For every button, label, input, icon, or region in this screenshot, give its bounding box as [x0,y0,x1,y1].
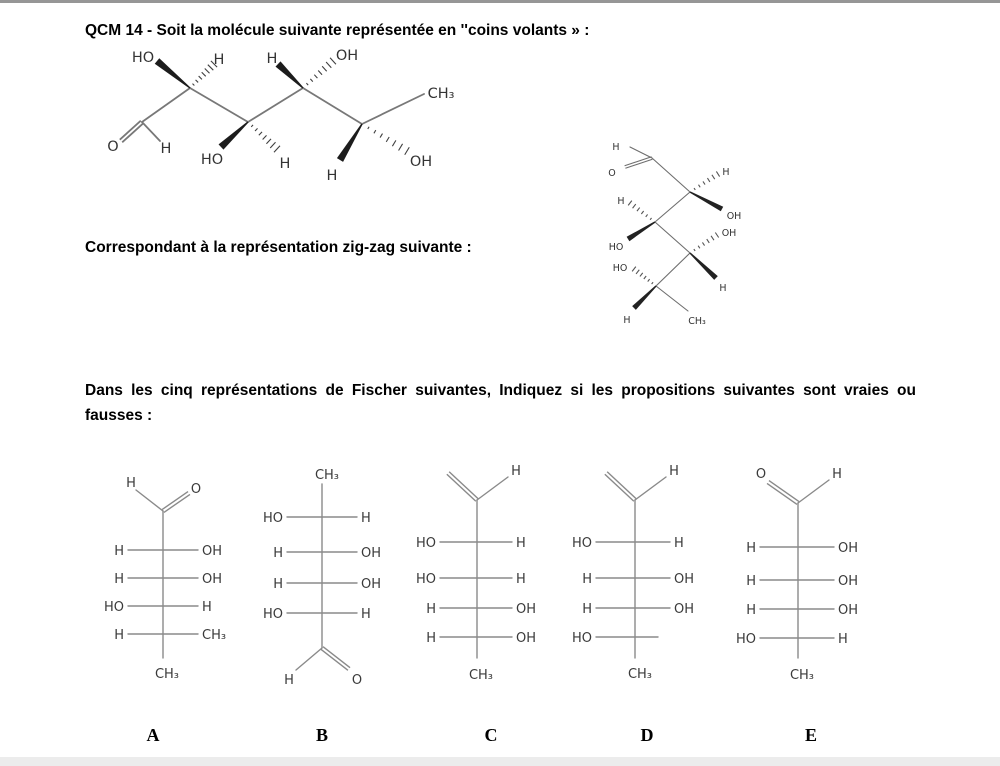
svg-text:OH: OH [726,211,742,222]
svg-text:OH: OH [335,48,359,64]
fischer-question [85,378,916,428]
svg-text:H: H [612,142,620,153]
svg-text:OH: OH [409,154,433,170]
question-title: QCM 14 - Soit la molécule suivante représentée en ''coins volants » : [85,22,590,39]
svg-text:HO: HO [608,242,624,253]
svg-text:H: H [838,632,848,647]
svg-text:H: H [623,315,631,326]
svg-text:H: H [516,536,526,551]
fischer-letter-c: C [484,725,498,745]
svg-text:OH: OH [838,574,859,589]
svg-text:O: O [755,467,767,482]
fischer-question-line2: fausses : [85,407,153,424]
svg-text:H: H [722,167,730,178]
svg-text:CH₃: CH₃ [789,668,815,683]
svg-text:H: H [114,544,124,559]
svg-text:H: H [160,141,172,157]
svg-text:H: H [273,577,283,592]
svg-text:HO: HO [415,572,436,587]
fischer-c [416,464,536,683]
svg-text:O: O [190,482,202,497]
svg-text:H: H [426,602,436,617]
fischer-d [572,464,694,682]
svg-text:H: H [202,600,212,615]
svg-text:H: H [326,168,338,184]
svg-text:HO: HO [571,631,592,646]
svg-text:H: H [719,283,727,294]
svg-text:H: H [669,464,679,479]
svg-text:CH₃: CH₃ [427,86,455,102]
svg-text:H: H [426,631,436,646]
svg-text:CH₃: CH₃ [688,316,706,327]
svg-text:OH: OH [361,577,382,592]
flying-wedge-structure [107,48,454,184]
svg-text:H: H [279,156,291,172]
svg-text:OH: OH [516,602,537,617]
svg-text:HO: HO [262,511,283,526]
svg-text:H: H [361,607,371,622]
svg-text:CH₃: CH₃ [627,667,653,682]
zigzag-structure [608,142,741,327]
svg-text:H: H [582,602,592,617]
svg-text:H: H [746,603,756,618]
svg-text:H: H [284,673,294,688]
svg-text:HO: HO [262,607,283,622]
svg-text:H: H [126,476,136,491]
svg-text:CH₃: CH₃ [154,667,180,682]
svg-text:OH: OH [202,544,223,559]
svg-text:HO: HO [571,536,592,551]
svg-text:H: H [361,511,371,526]
fischer-a [104,476,226,682]
svg-text:OH: OH [674,572,695,587]
fischer-letter-d: D [640,725,654,745]
svg-text:OH: OH [202,572,223,587]
fischer-e [736,467,858,683]
svg-text:HO: HO [415,536,436,551]
svg-text:O: O [351,673,363,688]
svg-text:HO: HO [131,50,155,66]
zigzag-caption: Correspondant à la représentation zig-zag suivante : [85,239,472,256]
svg-text:H: H [114,572,124,587]
fischer-question-line1: Dans les cinq représentations de Fischer suivantes, Indiquez si les propositions suivantes sont vraies ou [85,382,916,399]
fischer-letter-a: A [146,725,160,745]
svg-text:H: H [213,52,225,68]
svg-text:CH₃: CH₃ [468,668,494,683]
svg-text:H: H [511,464,521,479]
svg-text:H: H [832,467,842,482]
svg-text:HO: HO [735,632,756,647]
page-bottom-edge [0,757,1000,766]
svg-text:H: H [746,574,756,589]
fischer-letter-e: E [804,725,818,745]
svg-text:OH: OH [838,603,859,618]
svg-text:H: H [582,572,592,587]
svg-text:HO: HO [103,600,124,615]
svg-text:H: H [273,546,283,561]
svg-text:H: H [617,196,625,207]
svg-text:HO: HO [612,263,628,274]
svg-text:OH: OH [516,631,537,646]
svg-text:H: H [746,541,756,556]
svg-text:OH: OH [674,602,695,617]
svg-text:H: H [516,572,526,587]
svg-text:OH: OH [361,546,382,561]
svg-text:H: H [114,628,124,643]
svg-text:CH₃: CH₃ [314,468,340,483]
svg-text:OH: OH [838,541,859,556]
fischer-letter-b: B [315,725,329,745]
svg-text:CH₃: CH₃ [202,628,227,643]
svg-text:O: O [608,168,616,179]
svg-text:H: H [266,51,278,67]
svg-text:O: O [107,139,119,155]
fischer-b [263,468,381,688]
svg-text:H: H [674,536,684,551]
svg-text:OH: OH [721,228,737,239]
svg-text:HO: HO [200,152,224,168]
